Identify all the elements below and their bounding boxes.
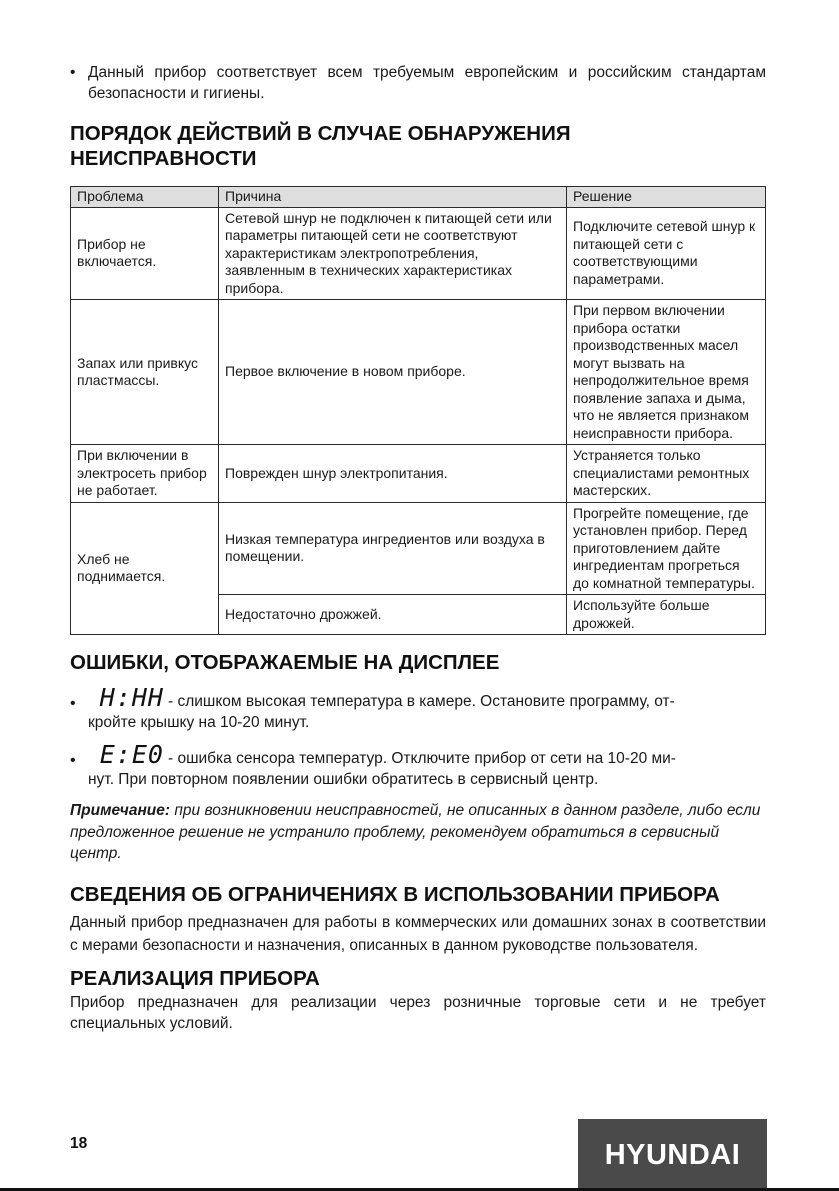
limits-text: Данный прибор предназначен для работы в коммерческих или домашних зонах в соответствии с мерами безопасности и назначения, описанных в данном руководстве пользователя.	[70, 913, 766, 954]
error-description-cont: кройте крышку на 10-20 минут.	[88, 714, 310, 731]
bullet-dot: •	[70, 64, 76, 81]
display-code: E:E0	[99, 740, 164, 769]
cell-cause: Низкая температура ингредиентов или воздуха в помещении.	[219, 502, 567, 595]
sale-text: Прибор предназначен для реализации через розничные торговые сети и не требует специальных условий.	[70, 993, 766, 1032]
cell-cause: Сетевой шнур не подключен к питающей сети или параметры питающей сети не соответствуют характеристикам электропотребления, заявленным в технических характеристиках прибора.	[219, 207, 567, 300]
limits-heading: СВЕДЕНИЯ ОБ ОГРАНИЧЕНИЯХ В ИСПОЛЬЗОВАНИИ ПРИБОРА	[70, 882, 720, 906]
cell-solution: Подключите сетевой шнур к питающей сети с соответствующими параметрами.	[567, 207, 766, 300]
cell-cause: Первое включение в новом приборе.	[219, 300, 567, 445]
intro-text: Данный прибор соответствует всем требуемым европейским и российским стандартам безопасности и гигиены.	[88, 64, 766, 102]
cell-problem: Прибор не включается.	[71, 207, 219, 300]
cell-solution: При первом включении прибора остатки производственных масел могут вызвать на непродолжительное время появление запаха и дыма, что не является признаком неисправности прибора.	[567, 300, 766, 445]
note-paragraph	[70, 800, 766, 865]
error-list	[70, 685, 766, 790]
header-cause: Причина	[219, 187, 567, 208]
hyundai-logo: HYUNDAI	[578, 1119, 767, 1191]
page-number: 18	[70, 1135, 88, 1152]
cell-solution: Устраняется только специалистами ремонтных мастерских.	[567, 445, 766, 503]
troubleshooting-heading-line1: ПОРЯДОК ДЕЙСТВИЙ В СЛУЧАЕ ОБНАРУЖЕНИЯ	[70, 122, 571, 145]
troubleshooting-heading	[70, 121, 766, 171]
intro-bullet	[70, 62, 766, 104]
bullet-dot: •	[70, 752, 76, 769]
table-row	[71, 445, 766, 503]
cell-cause: Поврежден шнур электропитания.	[219, 445, 567, 503]
table-row	[71, 502, 766, 595]
list-item	[70, 742, 766, 790]
table-row	[71, 207, 766, 300]
troubleshooting-heading-line2: НЕИСПРАВНОСТИ	[70, 147, 257, 170]
error-description: - ошибка сенсора температур. Отключите прибор от сети на 10-20 ми-	[168, 750, 676, 767]
header-solution: Решение	[567, 187, 766, 208]
errors-heading: ОШИБКИ, ОТОБРАЖАЕМЫЕ НА ДИСПЛЕЕ	[70, 651, 500, 674]
cell-cause: Недостаточно дрожжей.	[219, 595, 567, 635]
note-text: при возникновении неисправностей, не описанных в данном разделе, либо если предложенное решение не устранило проблему, рекомендуем обратиться в сервисный центр.	[70, 802, 761, 862]
cell-problem: При включении в электросеть прибор не работает.	[71, 445, 219, 503]
table-row	[71, 300, 766, 445]
error-description-cont: нут. При повторном появлении ошибки обратитесь в сервисный центр.	[88, 771, 599, 788]
header-problem: Проблема	[71, 187, 219, 208]
list-item	[70, 685, 766, 733]
cell-problem: Хлеб не поднимается.	[71, 502, 219, 635]
note-label: Примечание:	[70, 802, 171, 819]
display-code: H:HH	[99, 683, 164, 712]
sale-heading: РЕАЛИЗАЦИЯ ПРИБОРА	[70, 966, 320, 990]
bullet-dot: •	[70, 695, 76, 712]
cell-problem: Запах или привкус пластмассы.	[71, 300, 219, 445]
error-description: - слишком высокая температура в камере. Остановите программу, от-	[168, 693, 675, 710]
troubleshooting-table	[70, 186, 766, 635]
table-header-row	[71, 187, 766, 208]
cell-solution: Используйте больше дрожжей.	[567, 595, 766, 635]
manual-page	[70, 62, 766, 1034]
cell-solution: Прогрейте помещение, где установлен прибор. Перед приготовлением дайте ингредиентам прогреться до комнатной температуры.	[567, 502, 766, 595]
